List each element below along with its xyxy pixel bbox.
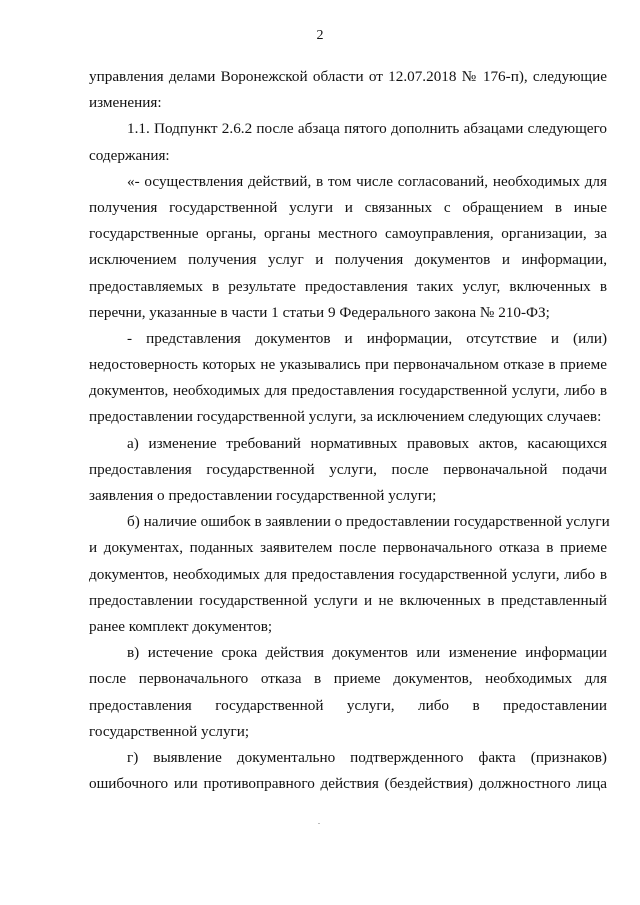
text-line: документов, необходимых для предоставления государственной услуги, либо в — [89, 382, 607, 400]
page-number: 2 — [316, 28, 324, 43]
text-line: управления делами Воронежской области от 12.07.2018 № 176-п), следующие — [89, 68, 607, 85]
text-line: а) изменение требований нормативных правовых актов, касающихся — [127, 434, 607, 452]
text-line: исключением получения услуг и получения документов и информации, — [89, 251, 607, 269]
text-line: предоставления государственной услуги, либо в предоставлении — [89, 696, 607, 714]
text-line: г) выявление документально подтвержденного факта (признаков) — [127, 748, 607, 766]
text-line: содержания: — [89, 146, 170, 164]
text-line: ошибочного или противоправного действия (бездействия) должностного лица — [89, 775, 607, 793]
text-line: перечни, указанные в части 1 статьи 9 Федерального закона № 210-ФЗ; — [89, 303, 550, 321]
text-line: - представления документов и информации, отсутствие и (или) — [127, 329, 607, 347]
text-line: предоставлении государственной услуги и не включенных в представленный — [89, 591, 607, 609]
text-line: 1.1. Подпункт 2.6.2 после абзаца пятого дополнить абзацами следующего — [127, 120, 607, 138]
text-line: ранее комплект документов; — [89, 617, 273, 635]
text-line: заявления о предоставлении государственной услуги; — [89, 487, 437, 504]
text-line: государственной услуги; — [89, 722, 250, 740]
text-line: предоставлении государственной услуги, за исключением следующих случаев: — [89, 408, 602, 426]
text-line: «- осуществления действий, в том числе согласований, необходимых для — [127, 172, 607, 190]
text-line: получения государственной услуги и связанных с обращением в иные — [89, 198, 607, 216]
text-line: недостоверность которых не указывались при первоначальном отказе в приеме — [89, 356, 607, 374]
text-line: после первоначального отказа в приеме документов, необходимых для — [89, 670, 607, 688]
document-body — [89, 64, 610, 797]
text-line: изменения: — [89, 94, 162, 112]
text-line: предоставляемых в результате предоставления таких услуг, включенных в — [89, 277, 607, 295]
text-line: в) истечение срока действия документов или изменение информации — [127, 644, 607, 662]
scan-speck — [318, 823, 320, 824]
text-line: предоставления государственной услуги, после первоначальной подачи — [89, 460, 607, 478]
text-line: б) наличие ошибок в заявлении о предоставлении государственной услуги — [127, 513, 610, 531]
text-line: государственные органы, органы местного самоуправления, организации, за — [89, 225, 607, 243]
text-line: документов, необходимых для предоставления государственной услуги, либо в — [89, 565, 607, 583]
text-line: и документах, поданных заявителем после первоначального отказа в приеме — [89, 539, 607, 557]
